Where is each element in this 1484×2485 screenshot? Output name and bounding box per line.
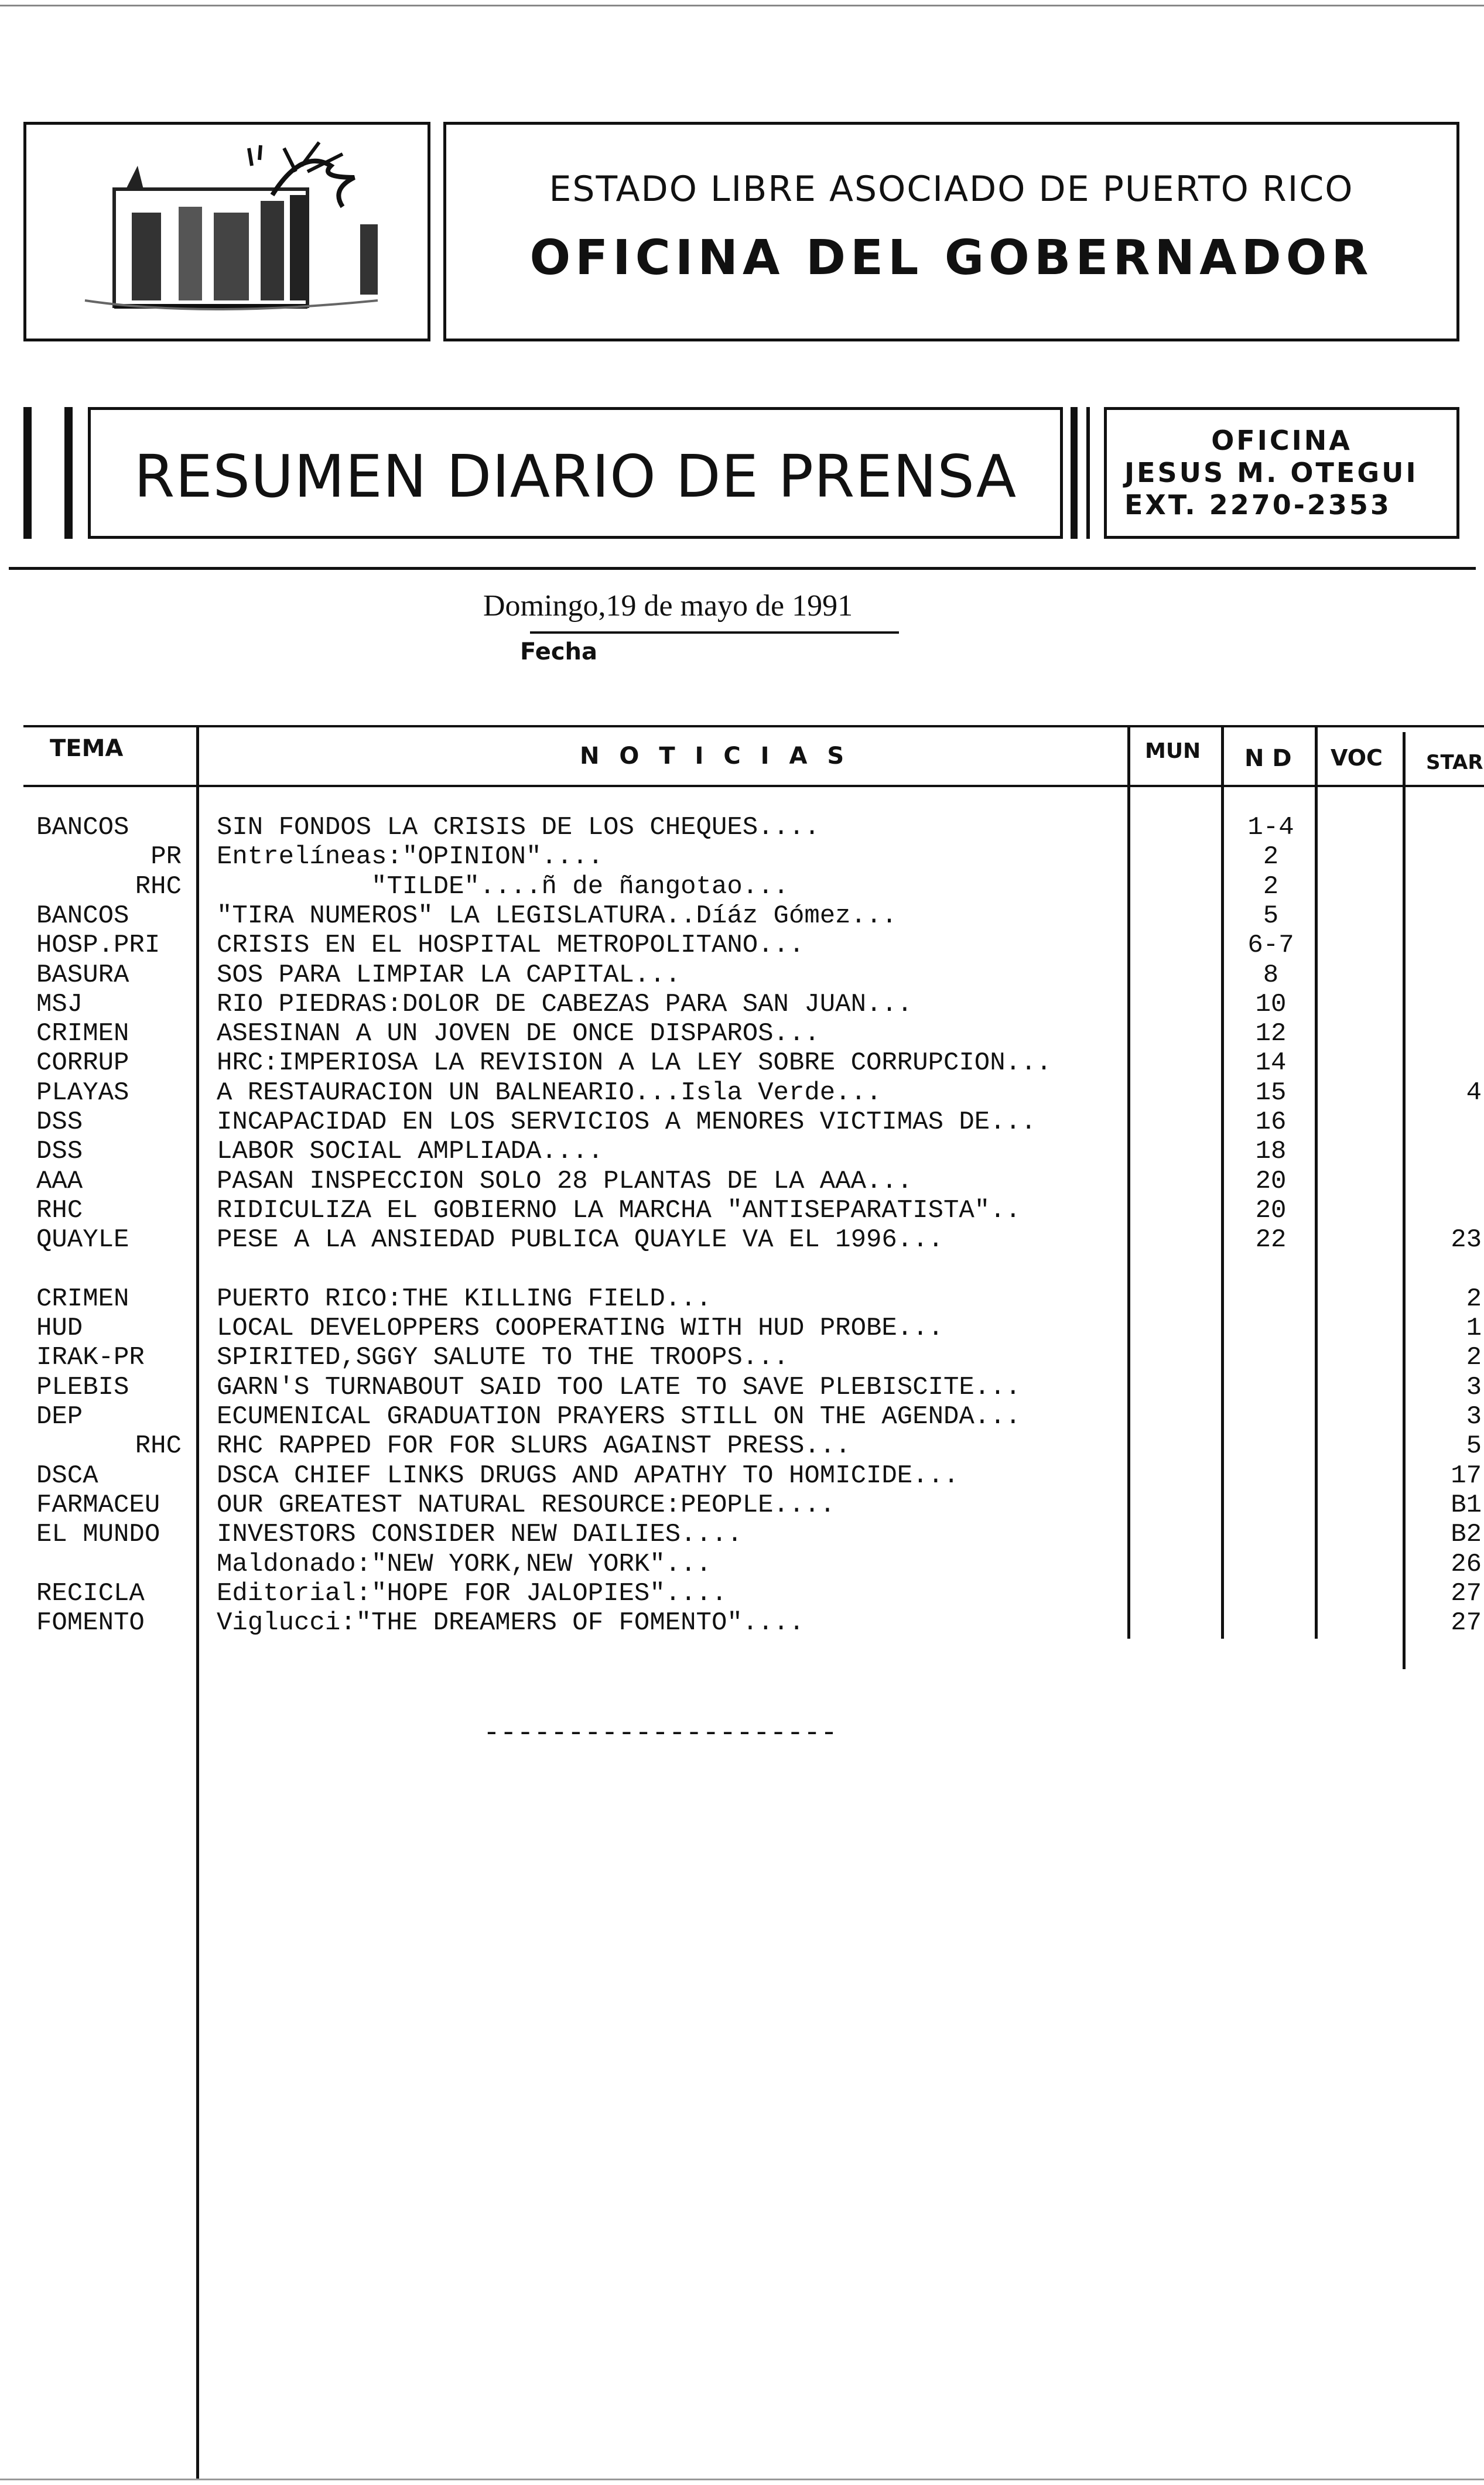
row-nd: 2 xyxy=(1263,872,1279,901)
row-noticia: INCAPACIDAD EN LOS SERVICIOS A MENORES VICTIMAS DE... xyxy=(217,1108,1037,1137)
table-row xyxy=(0,1167,1484,1196)
row-noticia: SOS PARA LIMPIAR LA CAPITAL... xyxy=(217,960,681,990)
row-noticia: HRC:IMPERIOSA LA REVISION A LA LEY SOBRE CORRUPCION... xyxy=(217,1048,1052,1078)
date-label: Fecha xyxy=(520,638,598,665)
table-row xyxy=(0,1491,1484,1520)
top-edge-line xyxy=(0,5,1484,6)
row-star: B1 xyxy=(1451,1491,1482,1520)
row-star: 27 xyxy=(1451,1579,1482,1608)
row-tema: CORRUP xyxy=(36,1048,129,1078)
row-tema: DSCA xyxy=(36,1461,98,1491)
office-label: OFICINA xyxy=(1211,425,1352,456)
row-noticia: PUERTO RICO:THE KILLING FIELD... xyxy=(217,1284,712,1314)
row-tema: PLAYAS xyxy=(36,1078,129,1108)
row-tema: CRIMEN xyxy=(36,1019,129,1048)
row-nd: 20 xyxy=(1255,1167,1287,1196)
table-row xyxy=(0,1373,1484,1402)
table-row xyxy=(0,1461,1484,1491)
row-noticia: LABOR SOCIAL AMPLIADA.... xyxy=(217,1137,604,1166)
table-row xyxy=(0,960,1484,990)
row-tema: RHC xyxy=(36,1196,83,1225)
row-star: 3 xyxy=(1466,1373,1482,1402)
row-nd: 10 xyxy=(1255,990,1287,1019)
row-noticia: PESE A LA ANSIEDAD PUBLICA QUAYLE VA EL 1996... xyxy=(217,1225,944,1255)
banner-bar-right-1 xyxy=(1071,407,1078,539)
row-noticia: CRISIS EN EL HOSPITAL METROPOLITANO... xyxy=(217,931,805,960)
table-row xyxy=(0,901,1484,931)
banner-title-box xyxy=(88,407,1063,539)
row-tema: EL MUNDO xyxy=(36,1520,160,1549)
table-row xyxy=(0,931,1484,960)
column-header-star: STAR xyxy=(1426,751,1483,774)
row-nd: 6-7 xyxy=(1247,931,1294,960)
row-tema: FARMACEU xyxy=(36,1491,160,1520)
row-noticia: ECUMENICAL GRADUATION PRAYERS STILL ON THE AGENDA... xyxy=(217,1402,1021,1431)
row-tema: MSJ xyxy=(36,990,83,1019)
row-noticia: GARN'S TURNABOUT SAID TOO LATE TO SAVE PLEBISCITE... xyxy=(217,1373,1021,1402)
office-name: OFICINA DEL GOBERNADOR xyxy=(529,230,1373,286)
row-tema: BANCOS xyxy=(36,901,129,931)
row-noticia: Editorial:"HOPE FOR JALOPIES".... xyxy=(217,1579,727,1608)
table-row xyxy=(0,1431,1484,1461)
office-extension: EXT. 2270-2353 xyxy=(1124,489,1391,521)
row-noticia: RIDICULIZA EL GOBIERNO LA MARCHA "ANTISEPARATISTA".. xyxy=(217,1196,1021,1225)
table-row xyxy=(0,1520,1484,1549)
row-noticia: DSCA CHIEF LINKS DRUGS AND APATHY TO HOMICIDE... xyxy=(217,1461,959,1491)
row-star: 23 xyxy=(1451,1225,1482,1255)
row-nd: 2 xyxy=(1263,842,1279,871)
row-nd: 22 xyxy=(1255,1225,1287,1255)
row-tema: BANCOS xyxy=(36,813,129,842)
row-noticia: RHC RAPPED FOR FOR SLURS AGAINST PRESS... xyxy=(217,1431,851,1461)
column-header-noticias: N O T I C I A S xyxy=(580,743,850,770)
row-nd: 15 xyxy=(1255,1078,1287,1108)
table-top-line xyxy=(23,725,1484,727)
row-noticia: OUR GREATEST NATURAL RESOURCE:PEOPLE.... xyxy=(217,1491,836,1520)
report-date: Domingo,19 de mayo de 1991 xyxy=(483,589,853,623)
row-noticia: ASESINAN A UN JOVEN DE ONCE DISPAROS... xyxy=(217,1019,820,1048)
table-row xyxy=(0,1343,1484,1372)
row-tema: HOSP.PRI xyxy=(36,931,160,960)
column-header-tema: TEMA xyxy=(50,735,124,762)
row-tema: BASURA xyxy=(36,960,129,990)
office-contact-box xyxy=(1104,407,1459,539)
row-noticia: PASAN INSPECCION SOLO 28 PLANTAS DE LA AAA... xyxy=(217,1167,913,1196)
government-name: ESTADO LIBRE ASOCIADO DE PUERTO RICO xyxy=(549,169,1354,210)
row-nd: 12 xyxy=(1255,1019,1287,1048)
row-noticia: A RESTAURACION UN BALNEARIO...Isla Verde... xyxy=(217,1078,882,1108)
table-row xyxy=(0,1108,1484,1137)
table-row xyxy=(0,990,1484,1019)
row-star: 4 xyxy=(1466,1078,1482,1108)
row-tema: DSS xyxy=(36,1108,83,1137)
row-tema: FOMENTO xyxy=(36,1608,145,1638)
row-noticia: SIN FONDOS LA CRISIS DE LOS CHEQUES.... xyxy=(217,813,820,842)
row-nd: 8 xyxy=(1263,960,1279,990)
row-noticia: RIO PIEDRAS:DOLOR DE CABEZAS PARA SAN JUAN... xyxy=(217,990,913,1019)
row-star: 26 xyxy=(1451,1550,1482,1579)
office-person: JESUS M. OTEGUI xyxy=(1124,457,1418,488)
row-tema: PLEBIS xyxy=(36,1373,129,1402)
row-star: 2 xyxy=(1466,1343,1482,1372)
date-underline xyxy=(530,631,899,634)
row-tema: QUAYLE xyxy=(36,1225,129,1255)
row-star: 5 xyxy=(1466,1431,1482,1461)
report-title: RESUMEN DIARIO DE PRENSA xyxy=(134,442,1017,511)
bottom-edge-line xyxy=(0,2479,1484,2480)
table-row xyxy=(0,1048,1484,1078)
table-row xyxy=(0,872,1484,901)
row-nd: 18 xyxy=(1255,1137,1287,1166)
table-row xyxy=(0,813,1484,842)
row-star: 17 xyxy=(1451,1461,1482,1491)
row-tema: PR xyxy=(151,842,182,871)
table-row xyxy=(0,1608,1484,1638)
row-noticia: "TILDE"....ñ de ñangotao... xyxy=(217,872,789,901)
row-nd: 1-4 xyxy=(1247,813,1294,842)
letterhead-text-box xyxy=(443,122,1459,341)
table-row xyxy=(0,842,1484,871)
row-tema: IRAK-PR xyxy=(36,1343,145,1372)
row-tema: DSS xyxy=(36,1137,83,1166)
row-nd: 14 xyxy=(1255,1048,1287,1078)
table-row xyxy=(0,1402,1484,1431)
header-divider xyxy=(9,567,1476,570)
row-tema: AAA xyxy=(36,1167,83,1196)
row-star: B2 xyxy=(1451,1520,1482,1549)
row-noticia: Entrelíneas:"OPINION".... xyxy=(217,842,604,871)
row-star: 1 xyxy=(1466,1314,1482,1343)
table-row xyxy=(0,1284,1484,1314)
table-row xyxy=(0,1019,1484,1048)
table-row xyxy=(0,1579,1484,1608)
banner-bar-left-1 xyxy=(23,407,32,539)
row-tema: RHC xyxy=(135,872,182,901)
row-tema: HUD xyxy=(36,1314,83,1343)
table-header-line xyxy=(23,785,1484,787)
row-nd: 5 xyxy=(1263,901,1279,931)
table-row xyxy=(0,1196,1484,1225)
row-noticia: INVESTORS CONSIDER NEW DAILIES.... xyxy=(217,1520,743,1549)
table-row xyxy=(0,1137,1484,1166)
row-noticia: "TIRA NUMEROS" LA LEGISLATURA..Díáz Gómez... xyxy=(217,901,897,931)
table-row xyxy=(0,1550,1484,1579)
banner-bar-right-2 xyxy=(1086,407,1090,539)
column-header-voc: VOC xyxy=(1331,745,1383,771)
column-header-nd: N D xyxy=(1244,745,1292,772)
row-tema: CRIMEN xyxy=(36,1284,129,1314)
end-of-list-rule: --------------------- xyxy=(483,1718,837,1749)
table-row xyxy=(0,1314,1484,1343)
table-row xyxy=(0,1225,1484,1255)
row-noticia: SPIRITED,SGGY SALUTE TO THE TROOPS... xyxy=(217,1343,789,1372)
row-star: 2 xyxy=(1466,1284,1482,1314)
row-star: 27 xyxy=(1451,1608,1482,1638)
row-nd: 16 xyxy=(1255,1108,1287,1137)
column-header-mun: MUN xyxy=(1145,739,1201,763)
row-star: 3 xyxy=(1466,1402,1482,1431)
table-row xyxy=(0,1255,1484,1284)
letterhead-image-box xyxy=(23,122,430,341)
row-tema: RHC xyxy=(135,1431,182,1461)
row-noticia: Viglucci:"THE DREAMERS OF FOMENTO".... xyxy=(217,1608,805,1638)
row-noticia: Maldonado:"NEW YORK,NEW YORK"... xyxy=(217,1550,712,1579)
building-illustration xyxy=(26,125,428,339)
row-tema: DEP xyxy=(36,1402,83,1431)
row-tema: RECICLA xyxy=(36,1579,145,1608)
row-nd: 20 xyxy=(1255,1196,1287,1225)
table-row xyxy=(0,1078,1484,1108)
banner-bar-left-2 xyxy=(64,407,73,539)
row-noticia: LOCAL DEVELOPPERS COOPERATING WITH HUD PROBE... xyxy=(217,1314,944,1343)
